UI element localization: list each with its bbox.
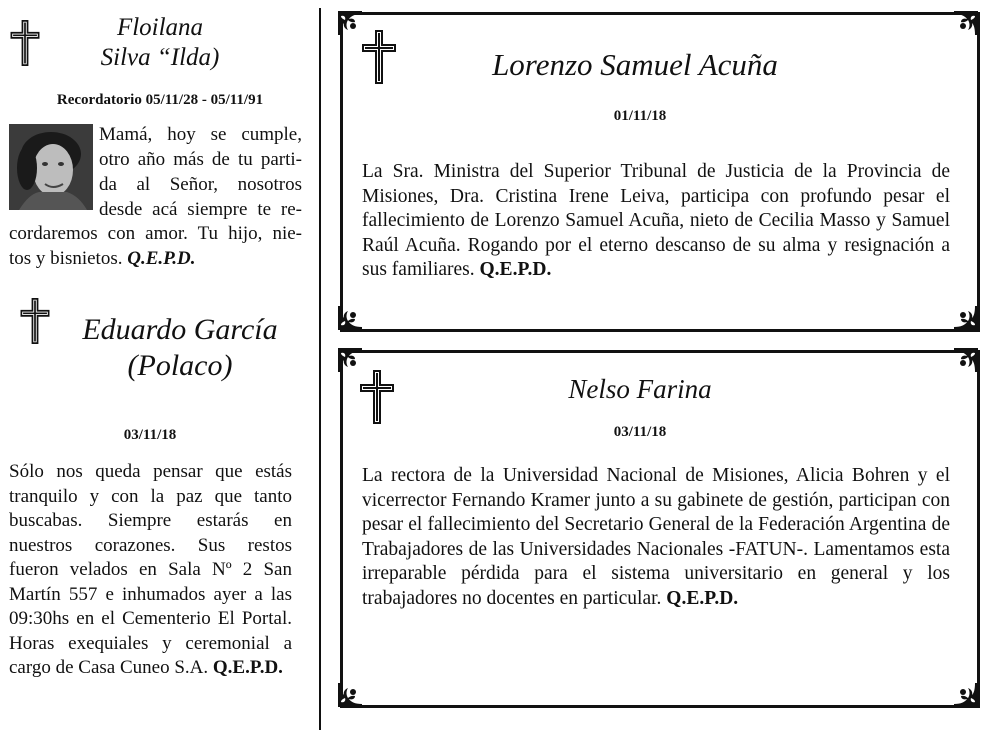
floral-corner-ornament-icon <box>337 682 363 708</box>
notice-name: Lorenzo Samuel Acuña <box>492 47 778 82</box>
notice-body-line: tos y bisnietos. <box>9 248 123 269</box>
floral-corner-ornament-icon <box>953 305 979 331</box>
floral-corner-ornament-icon <box>337 10 363 36</box>
notice-name: Nelso Farina <box>568 374 712 404</box>
notice-body <box>362 160 950 283</box>
notice-date: 03/11/18 <box>123 427 177 443</box>
notice-body-text: La Sra. Ministra del Superior Tribunal de Justicia de la Provincia de Misiones, Dra. Cristina Irene Leiva, participa con profundo pesar el fallecimiento de Lorenzo Samuel Acuña, nieto de Cecilia Masso y Samuel Raúl Acuña. Rogando por el eterno descanso de su alma y resignación a sus familiares. <box>362 161 950 280</box>
notice-body-line: cordaremos con amor. Tu hijo, nie- <box>9 223 302 244</box>
notice-name-line2: Silva “Ilda) <box>100 44 220 71</box>
closing-qepd: Q.E.P.D. <box>212 657 283 678</box>
latin-cross-icon <box>10 20 40 66</box>
notice-body-text: La rectora de la Universidad Nacional de Misiones, Alicia Bohren y el vicerrector Fernando Kramer junto a su gabinete de gestión, participan con pesar el fallecimiento del Secretario General de la Federación Argentina de Trabajadores de las Universidades Nacionales -FATUN-. Lamentamos esta irreparable pérdida para el sistema universitario en general y los trabajadores no docentes en particular. <box>362 465 950 609</box>
closing-qepd: Q.E.P.D. <box>127 248 196 269</box>
floral-corner-ornament-icon <box>337 305 363 331</box>
notice-name-line1: Eduardo García <box>82 313 278 346</box>
notice-name-line2: (Polaco) <box>127 349 233 382</box>
floral-corner-ornament-icon <box>953 10 979 36</box>
notice-subtitle: Recordatorio 05/11/28 - 05/11/91 <box>56 92 264 108</box>
latin-cross-icon <box>362 30 396 84</box>
notice-date: 03/11/18 <box>613 424 667 440</box>
notice-body <box>362 464 950 611</box>
notice-body-line: Mamá, hoy se cumple, <box>99 124 302 145</box>
latin-cross-icon <box>20 298 50 344</box>
notice-body-line: desde acá siempre te re- <box>99 199 302 220</box>
notice-date: 01/11/18 <box>613 108 667 124</box>
notice-body-line: otro año más de tu parti- <box>99 149 302 170</box>
notice-body-text: Sólo nos queda pensar que estás tranquilo y con la paz que tanto buscabas. Siempre estarás en nuestros corazones. Sus restos fueron velados en Sala Nº 2 San Martín 557 e inhumados ayer a las 09:30hs en el Cementerio El Portal. Horas exequiales y ceremonial a cargo de Casa Cuneo S.A. <box>9 461 292 678</box>
floral-corner-ornament-icon <box>953 682 979 708</box>
column-divider <box>319 8 321 730</box>
closing-qepd: Q.E.P.D. <box>666 587 739 609</box>
notice-body-line: da al Señor, nosotros <box>99 174 302 195</box>
notice-body-last-line <box>9 247 302 272</box>
notice-body <box>9 460 292 681</box>
latin-cross-icon <box>360 370 394 424</box>
closing-qepd: Q.E.P.D. <box>479 259 552 280</box>
notice-name-line1: Floilana <box>116 14 204 41</box>
floral-corner-ornament-icon <box>953 347 979 373</box>
portrait-photo <box>9 124 93 210</box>
